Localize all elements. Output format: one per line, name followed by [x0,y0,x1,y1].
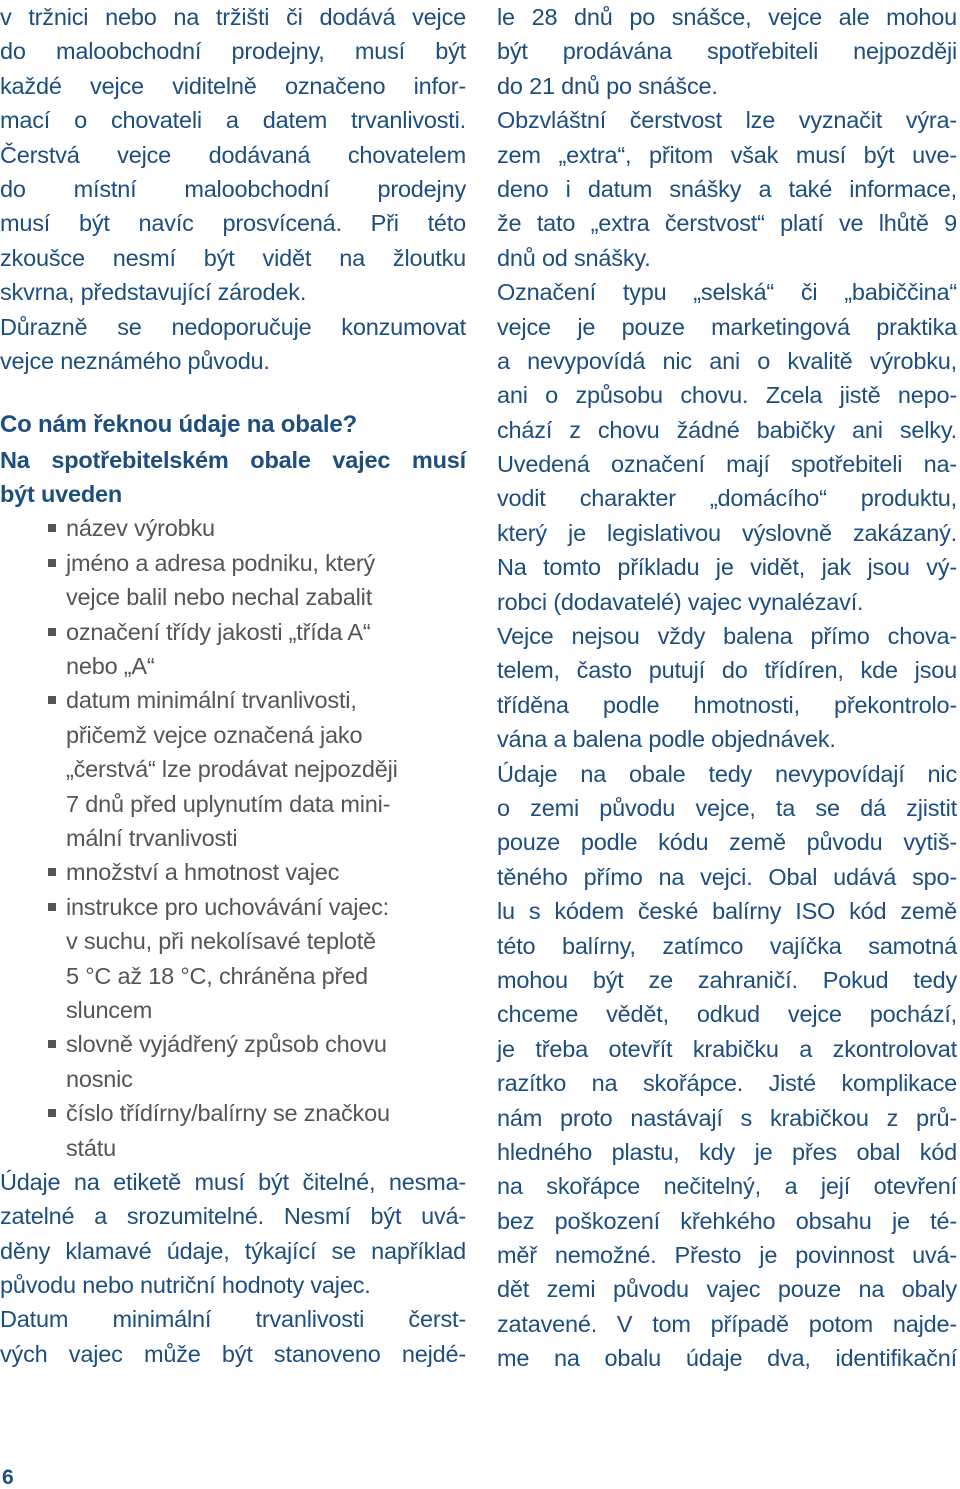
page-number: 6 [2,1466,14,1489]
text-line: že tato „extra čerstvost“ platí ve lhůtě 9 [497,210,957,237]
bullet-icon [48,696,56,704]
text-line: na skořápce nečitelný, a její otevření [497,1173,957,1200]
spacer [0,378,466,408]
list-text: číslo třídírny/balírny se značkou [66,1100,390,1127]
list-item [0,1027,466,1096]
list-line: sluncem [66,996,153,1023]
text-line: tříděna podle hmotnosti, překontrolo- [497,691,957,718]
text-line: Obzvláštní čerstvost lze vyznačit výra- [497,107,957,134]
list-item [0,683,466,855]
text-line: děny klamavé údaje, týkající se například [0,1237,466,1264]
text-line: a nevypovídá nic ani o kvalitě výrobku, [497,347,957,374]
text-line: pouze podle kódu země původu vytiš- [497,829,957,856]
text-line: zatelné a srozumitelné. Nesmí být uvá- [0,1203,466,1230]
text-line: robci (dodavatelé) vajec vynalézaví. [497,588,864,615]
text-line: musí být navíc prosvícená. Při této [0,210,466,237]
right-column [497,0,957,1376]
list-line: nebo „A“ [66,653,155,680]
requirements-list [0,511,466,1164]
text-line: Údaje na etiketě musí být čitelné, nesma- [0,1168,466,1195]
text-line: skvrna, představující zárodek. [0,279,307,306]
list-line: v suchu, při nekolísavé teplotě [66,928,376,955]
text-line: dnů od snášky. [497,244,651,271]
list-item [0,615,466,684]
text-line: do maloobchodní prodejny, musí být [0,38,466,65]
outro-paragraph [0,1165,466,1371]
text-line: mací o chovateli a datem trvanlivosti. [0,107,466,134]
left-column [0,0,466,1371]
list-line [0,1027,466,1061]
lead-paragraph [0,443,466,512]
text-line: je třeba otevřít krabičku a zkontrolovat [497,1035,957,1062]
list-text: instrukce pro uchovávání vajec: [66,893,389,920]
text-line: této balírny, zatímco vajíčka samotná [497,932,957,959]
text-line: mohou být ze zahraničí. Pokud tedy [497,966,957,993]
text-line: původu nebo nutriční hodnoty vajec. [0,1272,371,1299]
text-line: měř nemožné. Přesto je povinnost uvá- [497,1242,957,1269]
list-line: 5 °C až 18 °C, chráněna před [66,962,368,989]
bullet-icon [48,903,56,911]
text-line: razítko na skořápce. Jisté komplikace [497,1070,957,1097]
text-line: lu s kódem české balírny ISO kód země [497,898,957,925]
text-line: bez poškození křehkého obsahu je té- [497,1207,957,1234]
list-item [0,1096,466,1165]
list-text: datum minimální trvanlivosti, [66,687,357,714]
list-line: mální trvanlivosti [66,824,238,851]
list-text: slovně vyjádřený způsob chovu [66,1031,387,1058]
text-line: který je legislativou výslovně zakázaný. [497,519,957,546]
intro-paragraph [0,0,466,378]
text-line: Vejce nejsou vždy balena přímo chova- [497,623,957,650]
text-line: me na obalu údaje dva, identifikační [497,1345,957,1372]
list-text: název výrobku [66,515,215,542]
text-line: Datum minimální trvanlivosti čerst- [0,1306,466,1333]
text-line: Uvedená označení mají spotřebiteli na- [497,451,957,478]
text-line: zem „extra“, přitom však musí být uve- [497,141,957,168]
text-line: do místní maloobchodní prodejny [0,175,466,202]
text-line: zatavené. V tom případě potom najde- [497,1310,957,1337]
text-line: o zemi původu vejce, ta se dá zjistit [497,794,957,821]
list-line [0,511,466,545]
list-item [0,855,466,889]
list-line: nosnic [66,1065,133,1092]
text-line: ani o způsobu chovu. Zcela jistě nepo- [497,382,957,409]
text-line: Údaje na obale tedy nevypovídají nic [497,760,957,787]
text-line: zkoušce nesmí být vidět na žloutku [0,244,466,271]
text-line: chází z chovu žádné babičky ani selky. [497,416,957,443]
list-line: přičemž vejce označená jako [66,721,363,748]
text-line: Čerstvá vejce dodávaná chovatelem [0,141,466,168]
list-line [0,855,466,889]
list-line: 7 dnů před uplynutím data mini- [66,790,391,817]
list-line: „čerstvá“ lze prodávat nejpozději [66,756,398,783]
list-item [0,546,466,615]
text-line: Důrazně se nedoporučuje konzumovat [0,313,466,340]
text-line: vejce je pouze marketingová praktika [497,313,957,340]
text-line: vána a balena podle objednávek. [497,726,836,753]
text-line: nám proto nastávají s krabičkou z prů- [497,1104,957,1131]
text-line: být prodávána spotřebiteli nejpozději [497,38,957,65]
text-line: chceme vědět, odkud vejce pochází, [497,1001,957,1028]
list-text: jméno a adresa podniku, který [66,549,376,576]
bullet-icon [48,1109,56,1117]
text-line: každé vejce viditelně označeno infor- [0,72,466,99]
bullet-icon [48,524,56,532]
bullet-icon [48,628,56,636]
text-line: deno i datum snášky a také informace, [497,175,957,202]
text-line: vodit charakter „domácího“ produktu, [497,485,957,512]
text-line: dět zemi původu vajec pouze na obaly [497,1276,957,1303]
text-line: vých vajec může být stanoveno nejdé- [0,1340,466,1367]
text-line: v tržnici nebo na tržišti či dodává vejce [0,4,466,30]
text-line: být uveden [0,481,123,508]
section-heading: Co nám řeknou údaje na obale? [0,411,357,439]
bullet-icon [48,559,56,567]
list-item [0,511,466,545]
list-line [0,1096,466,1130]
text-line: telem, často putují do třídíren, kde jsou [497,657,957,684]
list-line: vejce balil nebo nechal zabalit [66,584,373,611]
list-line [0,615,466,649]
text-line: do 21 dnů po snášce. [497,72,718,99]
text-line: těného přímo na vejci. Obal udává spo- [497,863,957,890]
text-line: Na spotřebitelském obale vajec musí [0,446,466,473]
list-line [0,890,466,924]
text-line: hledného plastu, kdy je přes obal kód [497,1138,957,1165]
text-line: Na tomto příkladu je vidět, jak jsou vý- [497,554,957,581]
text-line: Označení typu „selská“ či „babiččina“ [497,279,957,306]
list-line: státu [66,1134,116,1161]
text-line: le 28 dnů po snášce, vejce ale mohou [497,4,957,30]
list-text: označení třídy jakosti „třída A“ [66,618,371,645]
text-line: vejce neznámého původu. [0,347,270,374]
bullet-icon [48,1040,56,1048]
bullet-icon [48,868,56,876]
list-text: množství a hmotnost vajec [66,859,340,886]
list-line [0,683,466,717]
list-line [0,546,466,580]
list-item [0,890,466,1028]
